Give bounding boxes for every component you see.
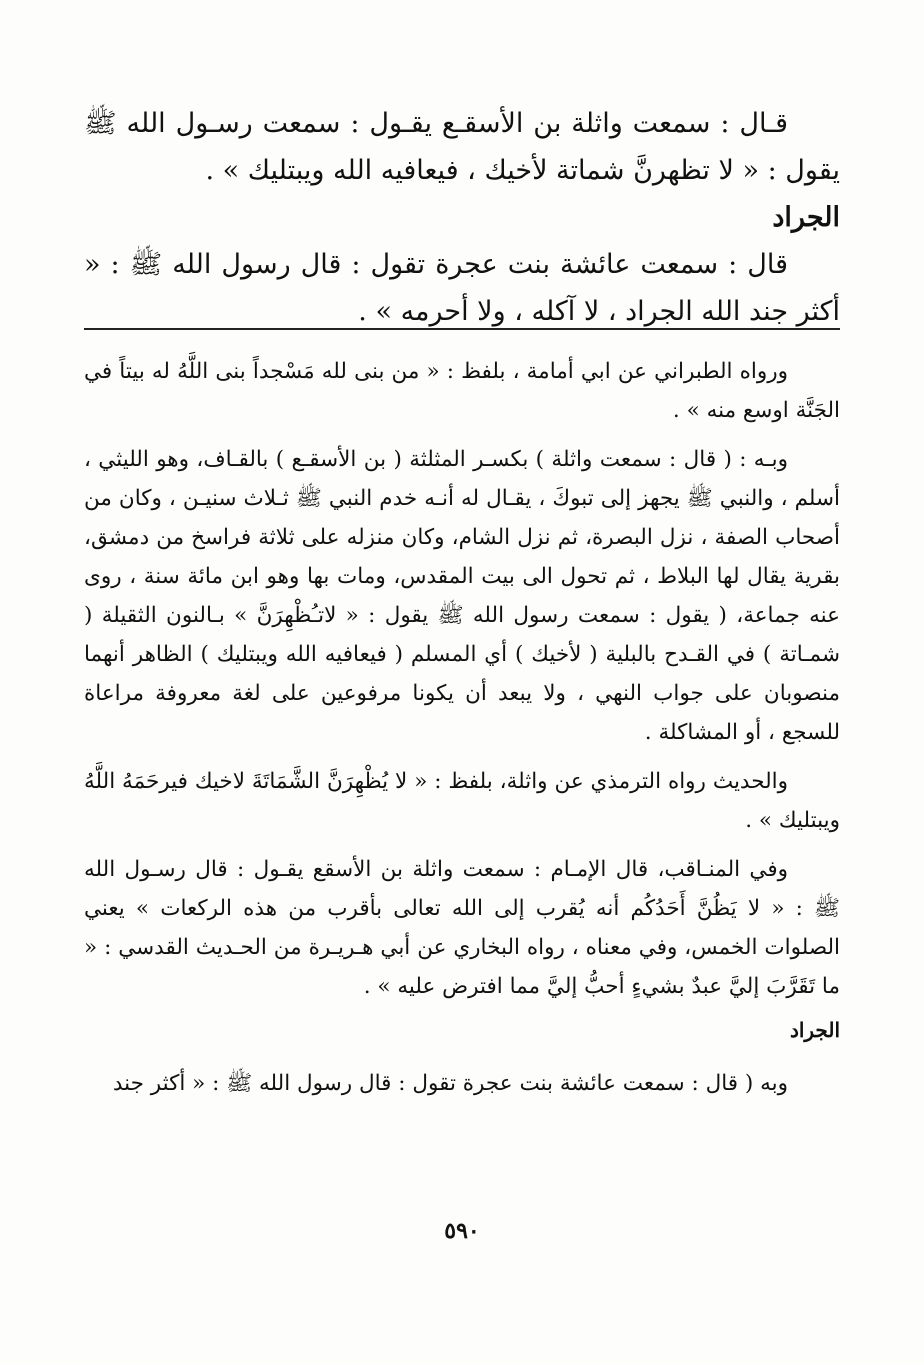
- commentary-paragraph-4: وفي المنـاقب، قال الإمـام : سمعت واثلة بن الأسقع يقـول : قال رسـول الله ﷺ : « لا يَظُنَّ أَحَدُكُم أنه يُقرب إلى الله تعالى بأقرب من هذه الركعات » يعني الصلوات الخمس، وفي معناه ، رواه البخاري عن أبي هـريـرة من الحـديث القدسي : « ما تَقَرَّبَ إليَّ عبدٌ بشيءٍ أحبُّ إليَّ مما افترض عليه » .: [84, 857, 840, 999]
- commentary-paragraph-3: والحديث رواه الترمذي عن واثلة، بلفظ : « لا يُظْهِرَنَّ الشَّمَاتَةَ لاخيك فيرحَمَهُ اللَّهُ ويبتليك » .: [84, 769, 840, 833]
- commentary-heading-locust: الجراد: [789, 1018, 840, 1042]
- footnote-divider: [84, 328, 840, 330]
- commentary-text: [84, 352, 840, 1103]
- hadith-paragraph-1: قـال : سمعت واثلة بن الأسقـع يقـول : سمعت رسـول الله ﷺ يقول : « لا تظهرنَّ شماتة لأخيك ، فيعافيه الله ويبتليك » .: [84, 108, 840, 186]
- page-number: ٥٩٠: [444, 1218, 480, 1244]
- commentary-paragraph-5: وبه ( قال : سمعت عائشة بنت عجرة تقول : قال رسول الله ﷺ : « أكثر جند: [112, 1071, 788, 1096]
- commentary-paragraph-2: وبـه : ( قال : سمعت واثلة ) بكسـر المثلثة ( بن الأسقـع ) بالقـاف، وهو الليثي ، أسلم ، والنبي ﷺ يجهز إلى تبوكَ ، يقـال له أنـه خدم النبي ﷺ ثـلاث سنيـن ، وكان من أصحاب الصفة ، نزل البصرة، ثم نزل الشام، وكان منزله على ثلاثة فراسخ من دمشق، بقرية يقال لها البلاط ، ثم تحول الى بيت المقدس، ومات بها وهو ابن مائة سنة ، روى عنه جماعة، ( يقول : سمعت رسول الله ﷺ يقول : « لاتـُظْهِرَنَّ » بـالنون الثقيلة ( شمـاتة ) في القـدح بالبلية ( لأخيك ) أي المسلم ( فيعافيه الله ويبتليك ) الظاهر أنهما منصوبان على جواب النهي ، ولا يبعد أن يكونا مرفوعين على لغة معروفة مراعاة للسجع ، أو المشاكلة .: [84, 447, 840, 745]
- commentary-paragraph-1: ورواه الطبراني عن ابي أمامة ، بلفظ : « من بنى لله مَسْجداً بنى اللَّهُ له بيتاً في الجَنَّة اوسع منه » .: [84, 359, 840, 423]
- section-heading-locust: الجراد: [772, 202, 840, 233]
- main-text: [84, 100, 840, 335]
- hadith-paragraph-2: قال : سمعت عائشة بنت عجرة تقول : قال رسول الله ﷺ : « أكثر جند الله الجراد ، لا آكله ، ولا أحرمه » .: [84, 249, 840, 327]
